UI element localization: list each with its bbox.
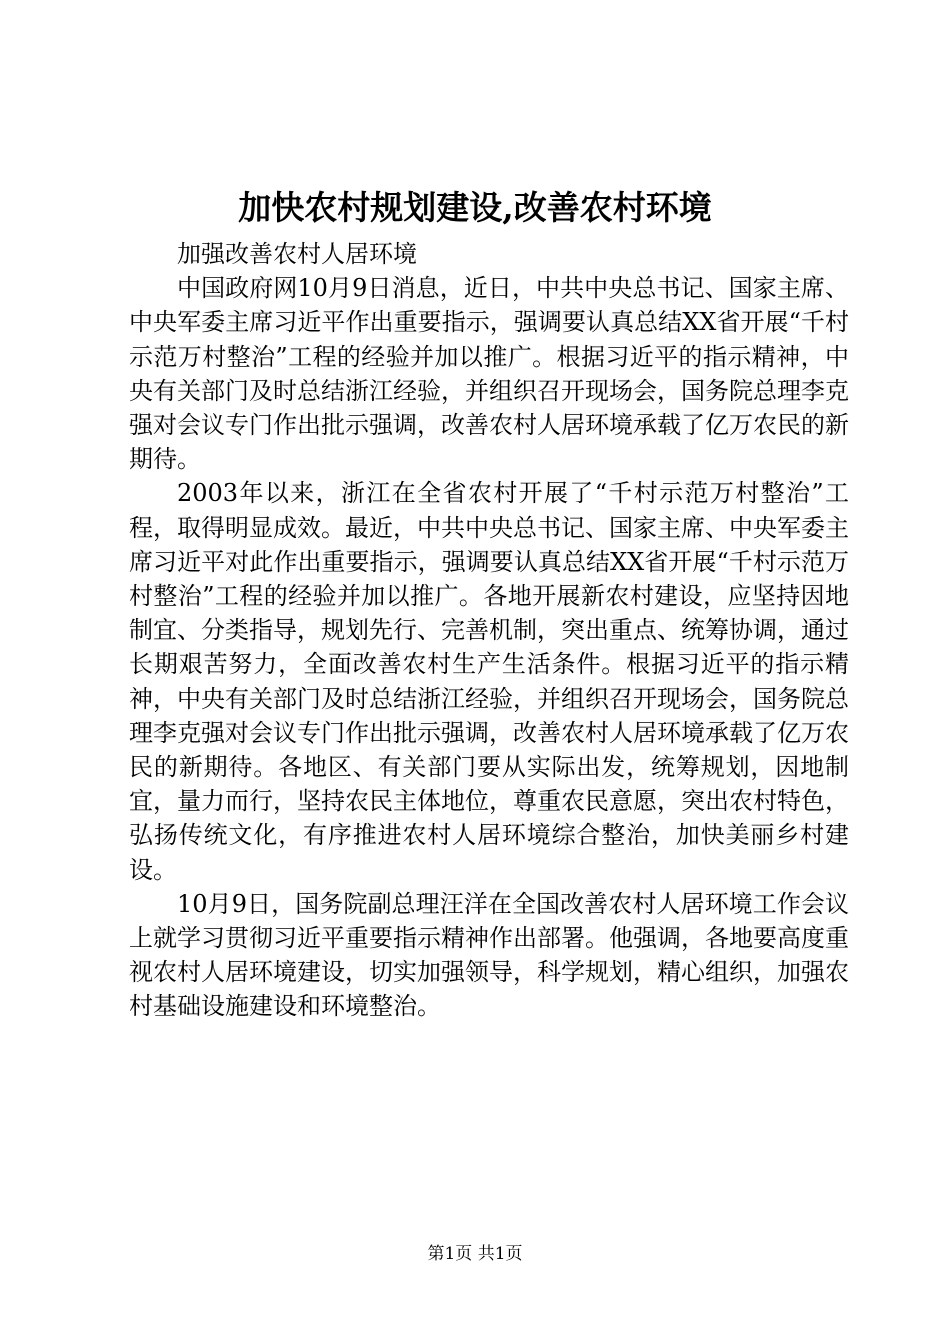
body-paragraph-1: 中国政府网10月9日消息，近日，中共中央总书记、国家主席、中央军委主席习近平作出重要指示，强调要认真总结XX省开展“千村示范万村整治”工程的经验并加以推广。根据习近平的指示精神，中央有关部门及时总结浙江经验，并组织召开现场会，国务院总理李克强对会议专门作出批示强调，改善农村人居环境承载了亿万农民的新期待。 (129, 274, 849, 474)
document-body (129, 237, 849, 1024)
section-subheading: 加强改善农村人居环境 (177, 240, 417, 268)
page-footer: 第1页 共1页 (427, 1244, 523, 1264)
document-title: 加快农村规划建设,改善农村环境 (238, 188, 712, 227)
body-paragraph-3: 10月9日，国务院副总理汪洋在全国改善农村人居环境工作会议上就学习贯彻习近平重要指示精神作出部署。他强调，各地要高度重视农村人居环境建设，切实加强领导，科学规划，精心组织，加强农村基础设施建设和环境整治。 (129, 889, 849, 1021)
body-paragraph-2: 2003年以来，浙江在全省农村开展了“千村示范万村整治”工程，取得明显成效。最近，中共中央总书记、国家主席、中央军委主席习近平对此作出重要指示，强调要认真总结XX省开展“千村示范万村整治”工程的经验并加以推广。各地开展新农村建设，应坚持因地制宜、分类指导，规划先行、完善机制，突出重点、统筹协调，通过长期艰苦努力，全面改善农村生产生活条件。根据习近平的指示精神，中央有关部门及时总结浙江经验，并组织召开现场会，国务院总理李克强对会议专门作出批示强调，改善农村人居环境承载了亿万农民的新期待。各地区、有关部门要从实际出发，统筹规划，因地制宜，量力而行，坚持农民主体地位，尊重农民意愿，突出农村特色，弘扬传统文化，有序推进农村人居环境综合整治，加快美丽乡村建设。 (129, 479, 849, 884)
